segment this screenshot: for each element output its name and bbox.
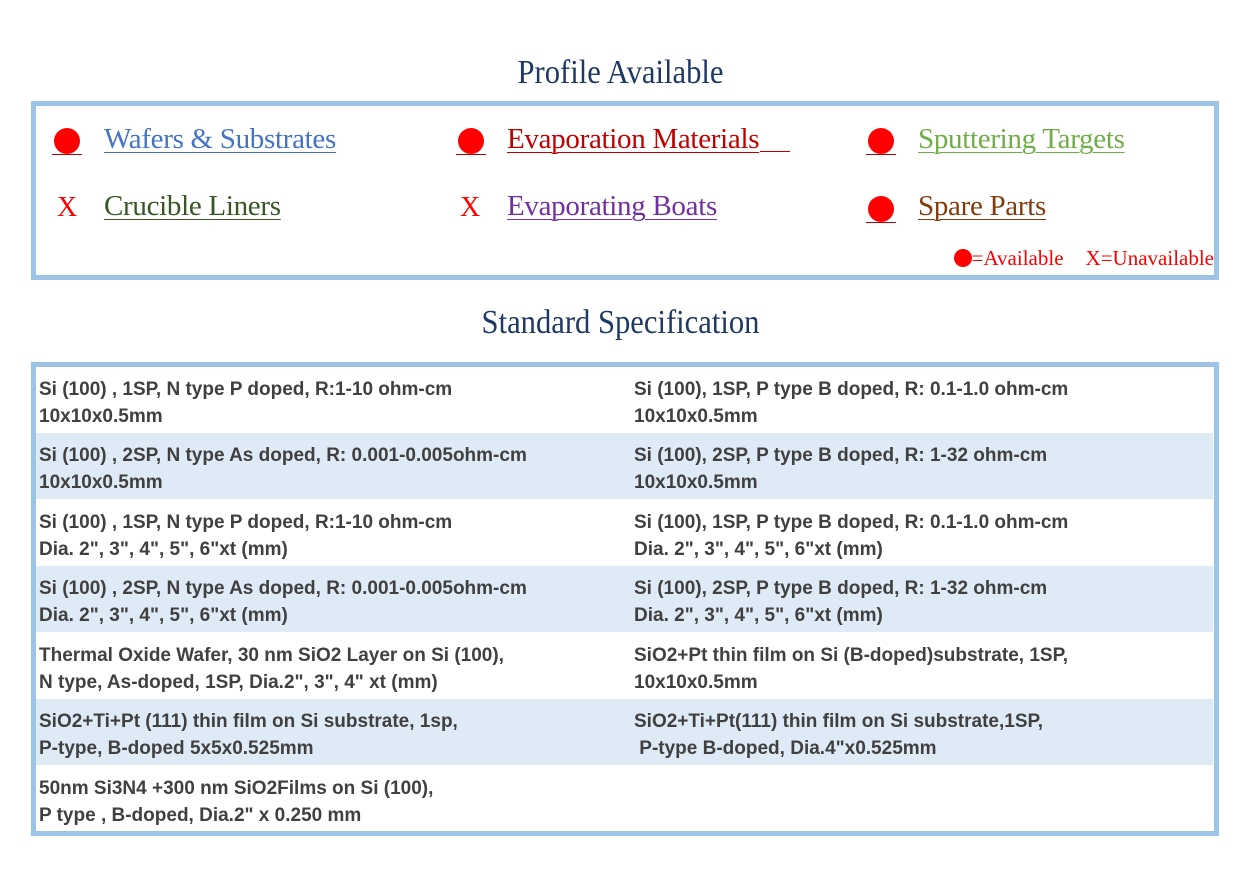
dot-underline <box>52 154 82 155</box>
spec-cell-left: Si (100) , 1SP, N type P doped, R:1-10 ohm-cm 10x10x0.5mm <box>39 379 453 427</box>
spec-cell-right: SiO2+Pt thin film on Si (B-doped)substrate, 1SP, 10x10x0.5mm <box>634 645 1069 693</box>
spec-cell-right: Si (100), 1SP, P type B doped, R: 0.1-1.0 ohm-cm Dia. 2", 3", 4", 5", 6"xt (mm) <box>634 512 1069 560</box>
available-dot-icon <box>868 128 894 154</box>
available-dot-icon <box>54 128 80 154</box>
sputtering-targets-link[interactable]: Sputtering Targets <box>918 123 1125 155</box>
legend-x-icon: X <box>1085 246 1101 270</box>
spec-cell-left: SiO2+Ti+Pt (111) thin film on Si substrate, 1sp, P-type, B-doped 5x5x0.525mm <box>39 711 458 759</box>
dot-underline <box>456 154 486 155</box>
spare-parts-link[interactable]: Spare Parts <box>918 190 1046 222</box>
table-row <box>36 566 1213 632</box>
spec-cell-right: Si (100), 2SP, P type B doped, R: 1-32 ohm-cm 10x10x0.5mm <box>634 445 1048 493</box>
table-row <box>36 633 1213 699</box>
unavailable-x-icon: X <box>460 192 481 223</box>
dot-underline <box>866 222 896 223</box>
crucible-liners-link[interactable]: Crucible Liners <box>104 190 281 222</box>
evaporation-link-underline <box>760 151 790 152</box>
profile-title: Profile Available <box>517 54 724 91</box>
spec-title: Standard Specification <box>481 304 760 341</box>
available-dot-icon <box>868 196 894 222</box>
availability-legend <box>954 246 1214 271</box>
spec-cell-left: Si (100) , 2SP, N type As doped, R: 0.001-0.005ohm-cm Dia. 2", 3", 4", 5", 6"xt (mm) <box>39 578 527 626</box>
spec-cell-right: SiO2+Ti+Pt(111) thin film on Si substrate,1SP, P-type B-doped, Dia.4"x0.525mm <box>634 711 1043 759</box>
spec-cell-left: Si (100) , 2SP, N type As doped, R: 0.001-0.005ohm-cm 10x10x0.5mm <box>39 445 527 493</box>
spec-cell-right: Si (100), 2SP, P type B doped, R: 1-32 ohm-cm Dia. 2", 3", 4", 5", 6"xt (mm) <box>634 578 1048 626</box>
evaporation-materials-link[interactable]: Evaporation Materials <box>507 123 760 155</box>
spec-cell-left: 50nm Si3N4 +300 nm SiO2Films on Si (100), P type , B-doped, Dia.2" x 0.250 mm <box>39 778 434 826</box>
table-row <box>36 699 1213 765</box>
dot-underline <box>866 154 896 155</box>
spec-cell-left: Thermal Oxide Wafer, 30 nm SiO2 Layer on Si (100), N type, As-doped, 1SP, Dia.2", 3", 4" xt (mm) <box>39 645 504 693</box>
legend-available: =Available <box>971 246 1064 270</box>
available-dot-icon <box>458 128 484 154</box>
table-row <box>36 433 1213 499</box>
evaporating-boats-link[interactable]: Evaporating Boats <box>507 190 717 222</box>
spec-cell-left: Si (100) , 1SP, N type P doped, R:1-10 ohm-cm Dia. 2", 3", 4", 5", 6"xt (mm) <box>39 512 453 560</box>
available-dot-icon <box>954 249 972 267</box>
unavailable-x-icon: X <box>57 192 78 223</box>
wafers-substrates-link[interactable]: Wafers & Substrates <box>104 123 336 155</box>
legend-unavailable: =Unavailable <box>1100 246 1214 270</box>
spec-cell-right: Si (100), 1SP, P type B doped, R: 0.1-1.0 ohm-cm 10x10x0.5mm <box>634 379 1069 427</box>
table-row <box>36 367 1213 433</box>
table-row <box>36 500 1213 566</box>
table-row <box>36 766 1213 832</box>
